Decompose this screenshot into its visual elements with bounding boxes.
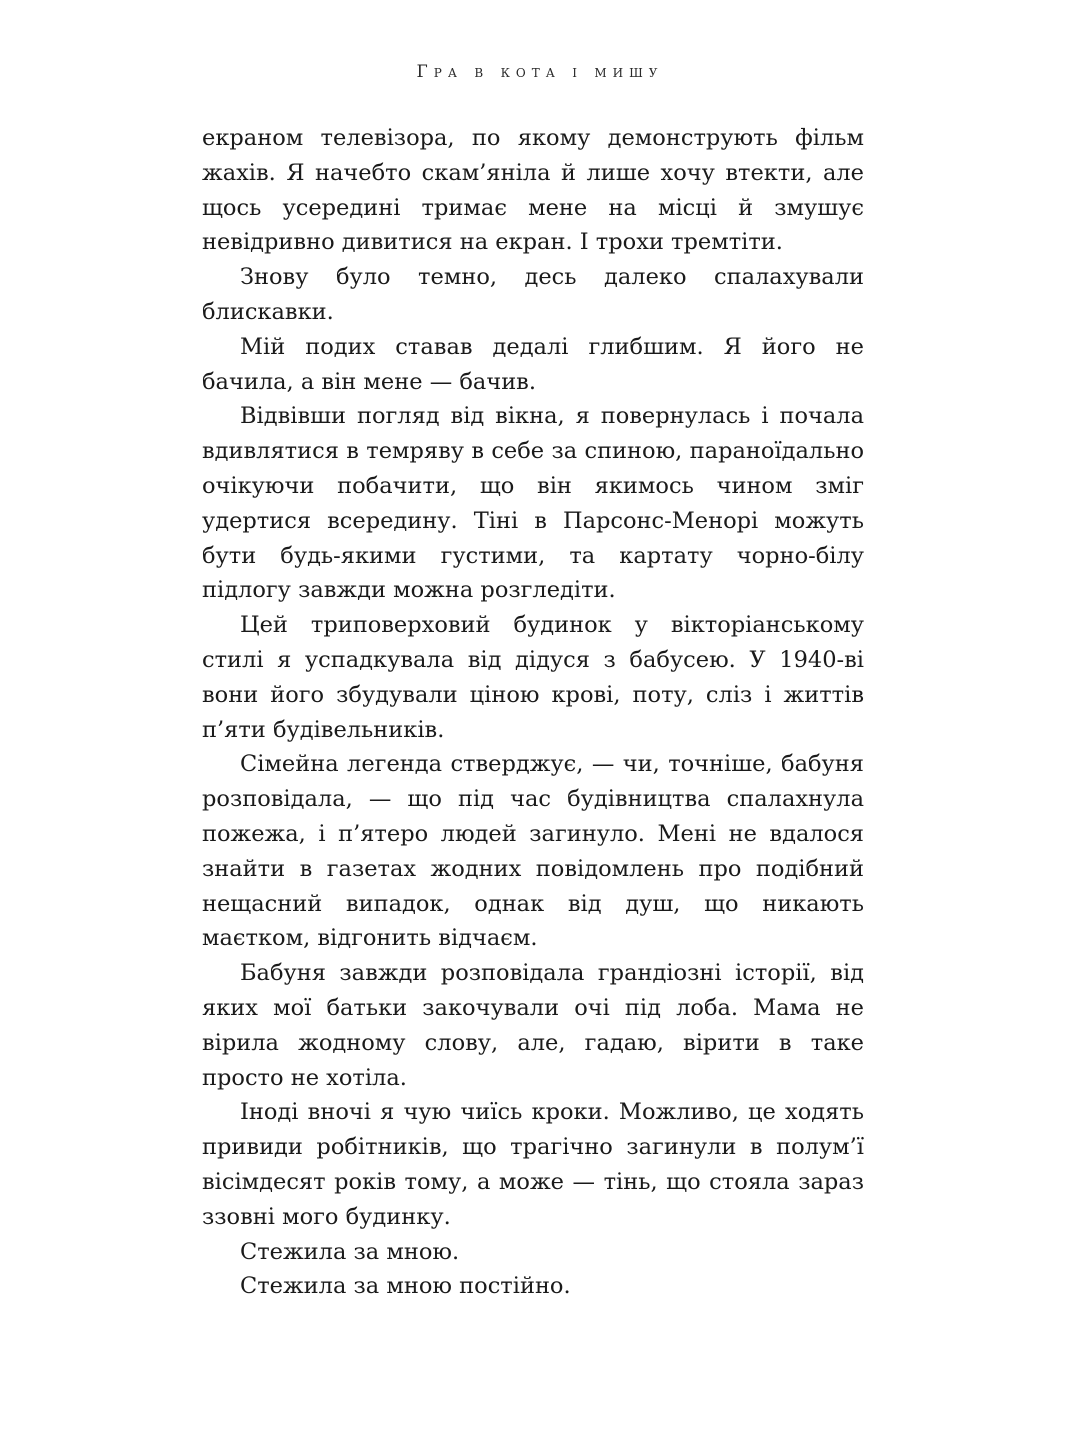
- paragraph: Мій подих ставав дедалі глибшим. Я його не бачила, а він мене — бачив.: [202, 333, 864, 395]
- paragraph: Іноді вночі я чую чиїсь кроки. Можливо, це ходять привиди робітників, що трагічно загинули в полум’ї вісімдесят років тому, а може — тінь, що стояла зараз ззовні мого будинку.: [202, 1099, 864, 1230]
- body-text: [202, 121, 864, 1304]
- paragraph: Відвівши погляд від вікна, я повернулась і почала вдивлятися в темряву в себе за спиною, параноїдально очікуючи побачити, що він якимось чином зміг удертися всередину. Тіні в Парсонс-Менорі можуть бути будь-якими густими, та картату чорно-білу підлогу завжди можна розгледіти.: [202, 403, 864, 604]
- running-head: Гра в кота і мишу: [416, 62, 664, 82]
- paragraph: Стежила за мною.: [240, 1238, 460, 1265]
- paragraph: Знову було темно, десь далеко спалахували блискавки.: [202, 264, 864, 325]
- paragraph: Цей триповерховий будинок у вікторіанському стилі я успадкувала від дідуся з бабусею. У 1940-ві вони його збудували ціною крові, поту, сліз і життів п’яти будівельників.: [202, 612, 864, 743]
- paragraph: Стежила за мною постійно.: [240, 1273, 571, 1300]
- paragraph: Сімейна легенда стверджує, — чи, точніше, бабуня розповідала, — що під час будівництва спалахнула пожежа, і п’ятеро людей загинуло. Мені не вдалося знайти в газетах жодних повідомлень про подібний нещасний випадок, однак від душ, що никають маєтком, відгонить відчаєм.: [202, 751, 864, 952]
- paragraph: екраном телевізора, по якому демонструють фільм жахів. Я начебто скам’яніла й лише хочу втекти, але щось усередині тримає мене на місці й змушує невідривно дивитися на екран. І трохи тремтіти.: [202, 125, 864, 256]
- paragraph: Бабуня завжди розповідала грандіозні історії, від яких мої батьки закочували очі під лоба. Мама не вірила жодному слову, але, гадаю, вірити в таке просто не хотіла.: [202, 960, 864, 1091]
